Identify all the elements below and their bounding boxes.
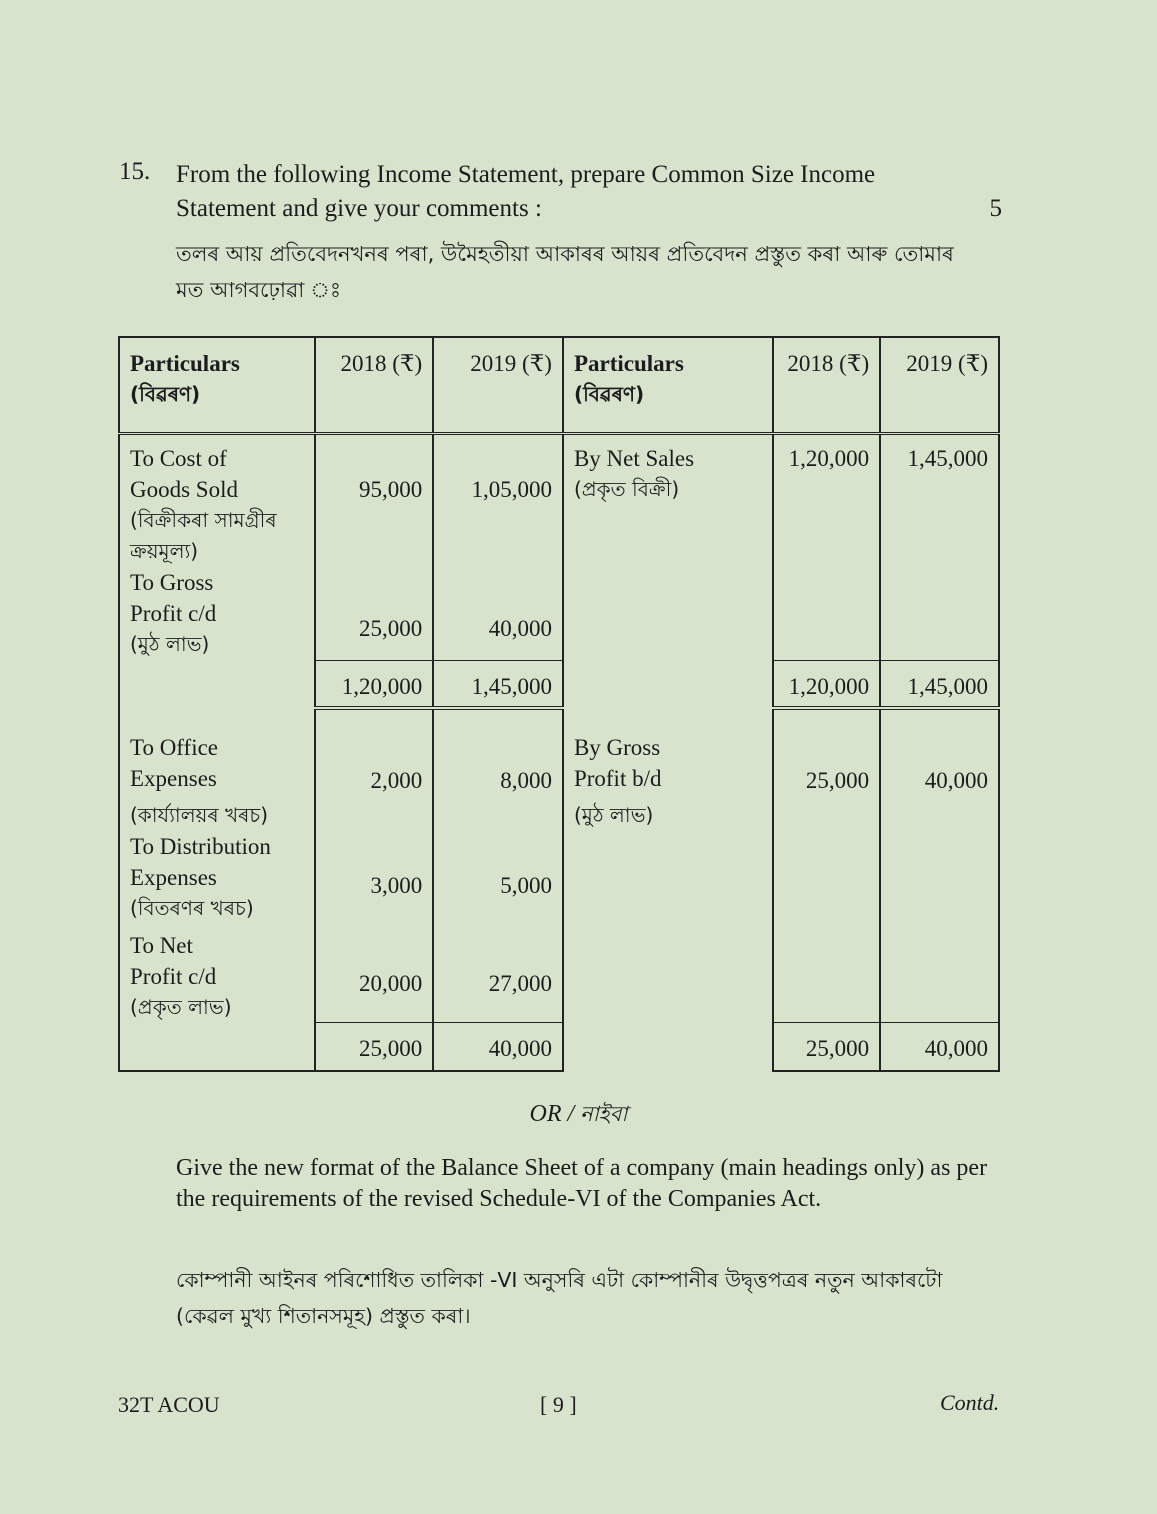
question-line-1: From the following Income Statement, prepare Common Size Income <box>176 161 876 188</box>
particulars-cell: By Net Sales (প্ৰকৃত বিক্ৰী) <box>563 434 773 708</box>
income-statement-table <box>118 336 1000 1072</box>
amount-cell: 25,000 <box>773 708 880 1023</box>
total-cell: 25,000 <box>315 1023 433 1072</box>
amount-cell: 1,45,000 <box>880 434 999 661</box>
header-2019-credit: 2019 (₹) <box>880 337 999 434</box>
header-2019-debit: 2019 (₹) <box>433 337 563 434</box>
amount-cell: 95,000 25,000 <box>315 434 433 661</box>
total-cell: 25,000 <box>773 1023 880 1072</box>
total-cell: 1,20,000 <box>315 660 433 708</box>
total-cell: 40,000 <box>880 1023 999 1072</box>
question-number: 15. <box>119 158 151 185</box>
paper-code: 32T ACOU <box>118 1392 220 1417</box>
total-cell: 40,000 <box>433 1023 563 1072</box>
alternative-question: Give the new format of the Balance Sheet of a company (main headings only) as per the requirements of the revised Schedule-VI of the Companies Act. <box>176 1155 988 1212</box>
header-particulars-credit: Particulars (বিৱৰণ) <box>563 337 773 434</box>
question-line-2 <box>176 192 1002 226</box>
alternative-question-assamese: কোম্পানী আইনৰ পৰিশোধিত তালিকা -VI অনুসৰি এটা কোম্পানীৰ উদ্বৃত্তপত্ৰৰ নতুন আকাৰটো (কেৱল মুখ্য শিতানসমূহ) প্ৰস্তুত কৰা। <box>176 1268 943 1328</box>
page-number: [ 9 ] <box>540 1392 577 1417</box>
particulars-cell: To Cost of Goods Sold (বিক্ৰীকৰা সামগ্ৰীৰ ক্ৰয়মূল্য) To Gross Profit c/d (মুঠ লাভ) <box>119 434 315 661</box>
question-line-2-text: Statement and give your comments : <box>176 195 542 222</box>
question-text <box>176 158 1002 226</box>
total-cell: 1,45,000 <box>880 660 999 708</box>
or-separator: OR / নাইবা <box>529 1101 628 1127</box>
amount-cell: 1,20,000 <box>773 434 880 661</box>
table-row <box>119 434 999 661</box>
amount-cell: 2,000 3,000 20,000 <box>315 708 433 1023</box>
amount-cell: 8,000 5,000 27,000 <box>433 708 563 1023</box>
amount-cell: 40,000 <box>880 708 999 1023</box>
particulars-cell: By Gross Profit b/d (মুঠ লাভ) <box>563 708 773 1072</box>
amount-cell: 1,05,000 40,000 <box>433 434 563 661</box>
particulars-cell: To Office Expenses (কাৰ্য্যালয়ৰ খৰচ) To Distribution Expenses (বিতৰণৰ খৰচ) To Net Profit c/d (প্ৰকৃত লাভ) <box>119 708 315 1023</box>
total-cell: 1,45,000 <box>433 660 563 708</box>
header-2018-debit: 2018 (₹) <box>315 337 433 434</box>
assamese-line-1: তলৰ আয় প্ৰতিবেদনখনৰ পৰা, উমৈহতীয়া আকাৰৰ আয়ৰ প্ৰতিবেদন প্ৰস্তুত কৰা আৰু তোমাৰ <box>176 242 954 266</box>
question-assamese <box>176 236 1006 308</box>
table-row <box>119 708 999 1023</box>
total-cell: 1,20,000 <box>773 660 880 708</box>
header-particulars-debit: Particulars (বিৱৰণ) <box>119 337 315 434</box>
table-header-row <box>119 337 999 434</box>
assamese-line-2: মত আগবঢ়োৱা ঃ <box>176 278 342 302</box>
header-2018-credit: 2018 (₹) <box>773 337 880 434</box>
total-row <box>119 660 999 708</box>
total-row <box>119 1023 999 1072</box>
question-marks: 5 <box>989 195 1002 222</box>
continued-label: Contd. <box>940 1390 1000 1415</box>
